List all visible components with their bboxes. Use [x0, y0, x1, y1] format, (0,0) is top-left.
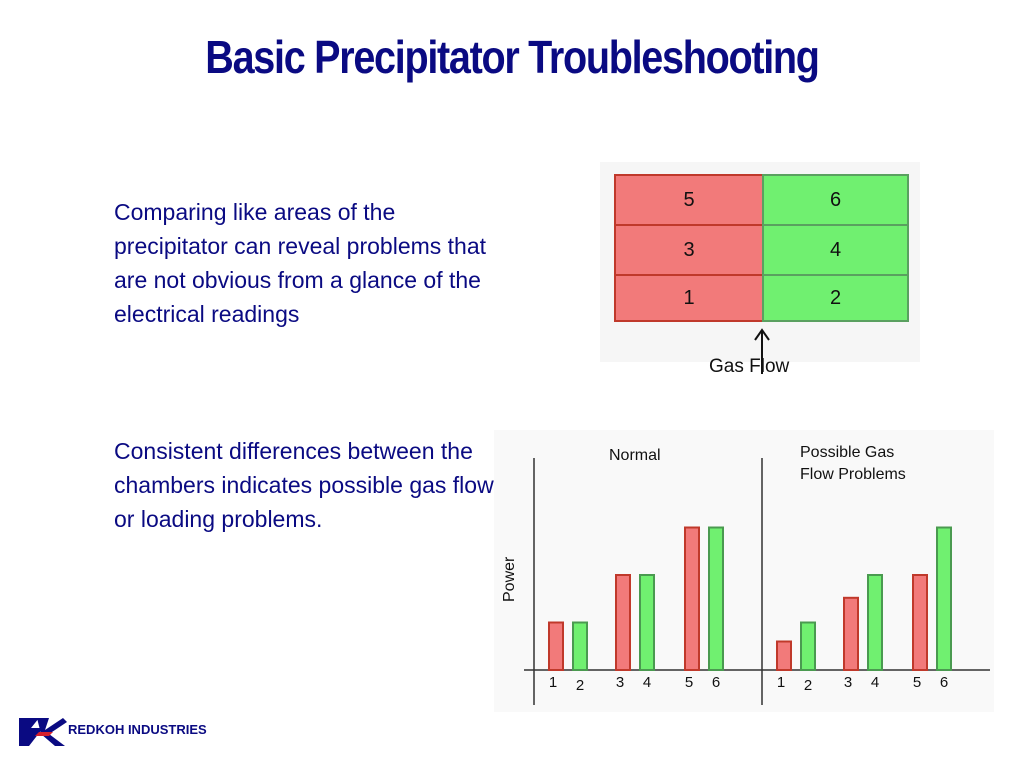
bar-chart1-5 [685, 528, 699, 671]
tick-label-chart2-1: 1 [776, 674, 786, 691]
redkoh-logo-icon [15, 712, 69, 752]
tick-label-chart1-6: 6 [711, 674, 721, 691]
chamber-cell-2: 2 [762, 274, 909, 322]
company-name: REDKOH INDUSTRIES [68, 722, 207, 737]
bar-chart2-5 [913, 575, 927, 670]
paragraph-comparing: Comparing like areas of the precipitator can reveal problems that are not obvious from a glance of the electrical readings [114, 199, 487, 327]
bar-chart1-1 [549, 623, 563, 671]
bar-chart2-6 [937, 528, 951, 671]
tick-label-chart2-6: 6 [939, 674, 949, 691]
power-bar-charts [494, 430, 994, 712]
tick-label-chart1-3: 3 [615, 674, 625, 691]
chamber-cell-3: 3 [614, 224, 764, 276]
tick-label-chart2-5: 5 [912, 674, 922, 691]
bar-chart2-2 [801, 623, 815, 671]
chamber-cell-1: 1 [614, 274, 764, 322]
bar-chart2-3 [844, 598, 858, 670]
tick-label-chart2-4: 4 [870, 674, 880, 691]
bar-chart1-4 [640, 575, 654, 670]
bar-chart2-1 [777, 642, 791, 671]
tick-label-chart2-3: 3 [843, 674, 853, 691]
tick-label-chart1-5: 5 [684, 674, 694, 691]
gas-label: Gas [709, 356, 744, 377]
tick-label-chart1-1: 1 [548, 674, 558, 691]
chart-title-problems-line1: Possible Gas [800, 444, 895, 461]
tick-label-chart1-4: 4 [642, 674, 652, 691]
slide-title: Basic Precipitator Troubleshooting [205, 31, 819, 83]
tick-label-chart2-2: 2 [803, 677, 813, 694]
chamber-cell-5: 5 [614, 174, 764, 226]
tick-label-chart1-2: 2 [575, 677, 585, 694]
bar-chart1-3 [616, 575, 630, 670]
chamber-cell-6: 6 [762, 174, 909, 226]
chamber-cell-4: 4 [762, 224, 909, 276]
bar-chart2-4 [868, 575, 882, 670]
paragraph-differences: Consistent differences between the chambers indicates possible gas flow or loading problems. [114, 438, 494, 532]
flow-label: Flow [749, 356, 790, 377]
bar-chart1-6 [709, 528, 723, 671]
y-axis-label: Power [501, 556, 518, 602]
chart-title-problems-line2: Flow Problems [800, 466, 906, 483]
chart-title-normal: Normal [609, 447, 661, 464]
gas-flow-label [709, 356, 789, 378]
bar-chart1-2 [573, 623, 587, 671]
